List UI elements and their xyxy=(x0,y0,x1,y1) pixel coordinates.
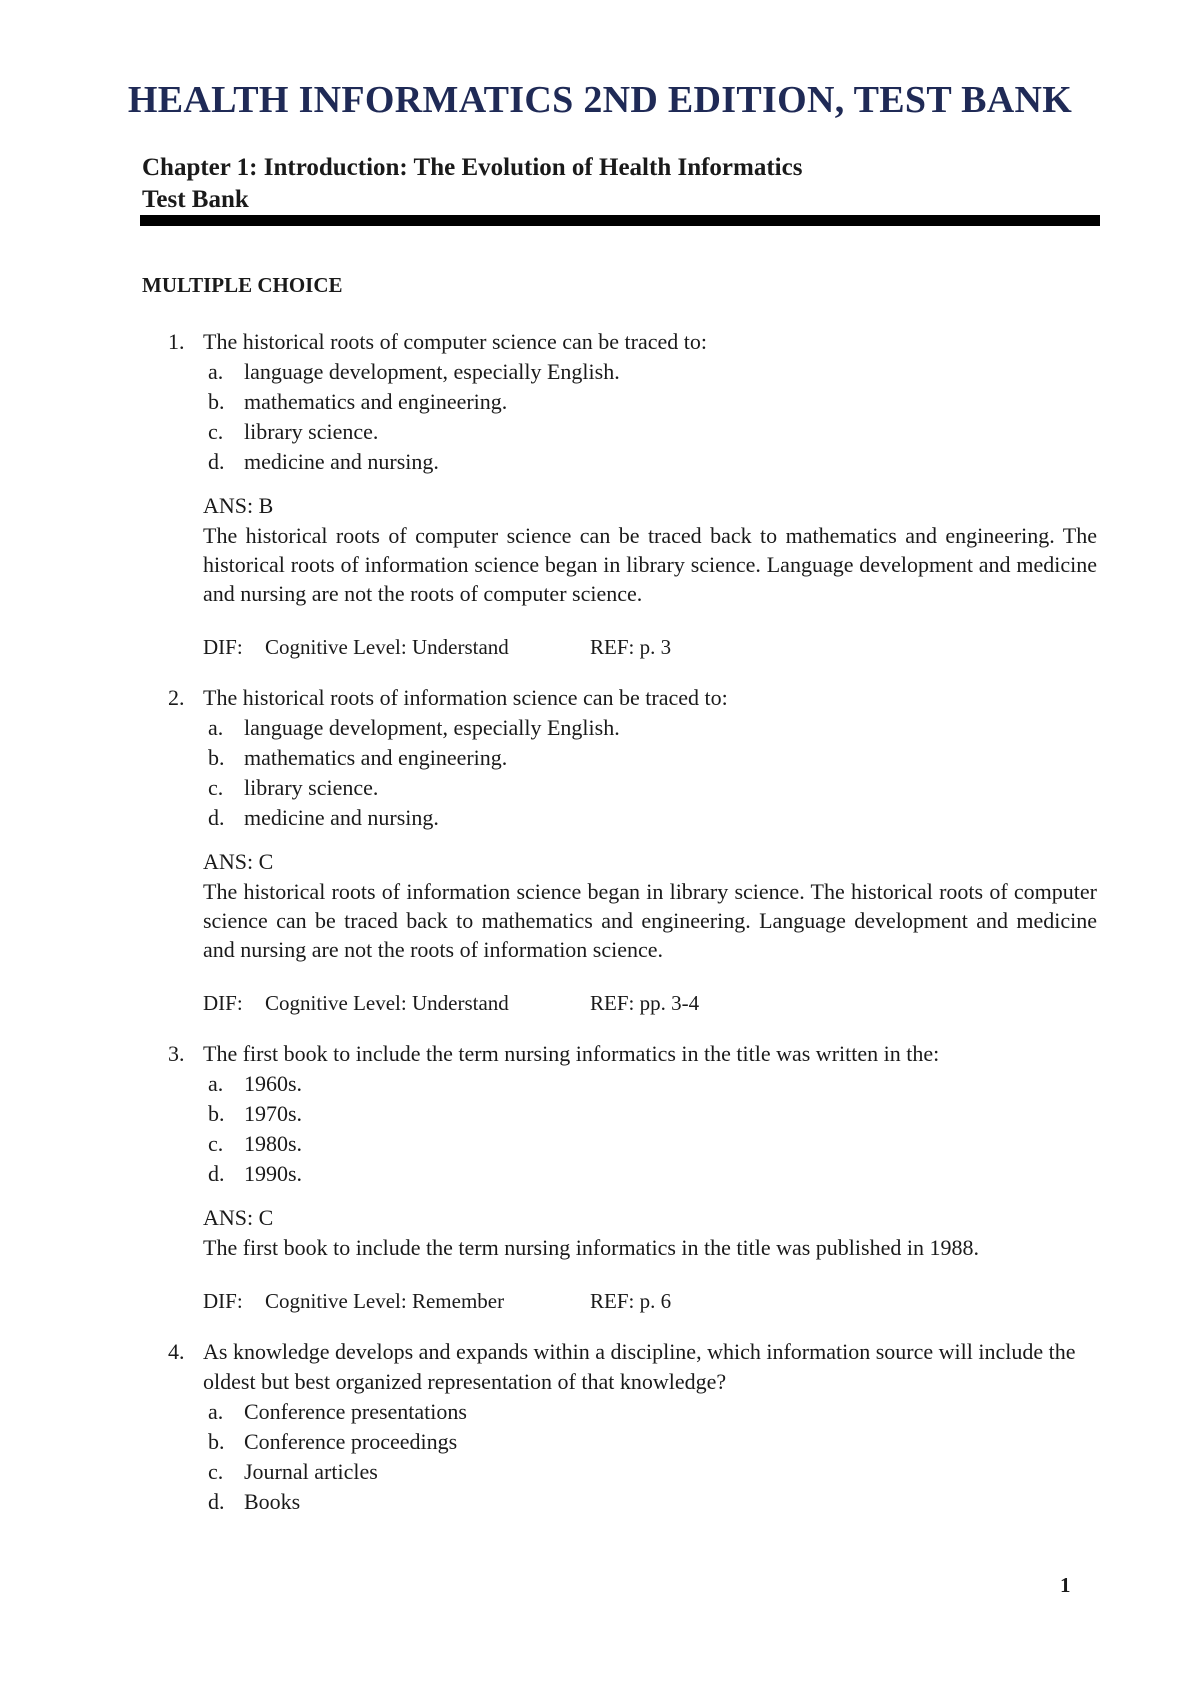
option-text: medicine and nursing. xyxy=(244,449,439,474)
option-text: language development, especially English. xyxy=(244,359,620,384)
answer-key: ANS: C xyxy=(203,849,274,874)
option-text: Books xyxy=(244,1489,301,1514)
option-c xyxy=(0,773,1200,803)
option-letter: d. xyxy=(208,1489,225,1514)
option-text: mathematics and engineering. xyxy=(244,389,508,414)
option-list xyxy=(0,357,1200,477)
option-b xyxy=(0,743,1200,773)
option-text: mathematics and engineering. xyxy=(244,745,508,770)
option-letter: c. xyxy=(208,419,224,444)
option-list xyxy=(0,1069,1200,1189)
reference: REF: p. 6 xyxy=(590,1289,672,1313)
document-title: HEALTH INFORMATICS 2ND EDITION, TEST BANK xyxy=(127,79,1073,121)
option-d xyxy=(0,1159,1200,1189)
option-letter: d. xyxy=(208,805,225,830)
answer-rationale: The first book to include the term nursing informatics in the title was published in 1988. xyxy=(203,1235,979,1260)
question-1 xyxy=(0,327,1200,662)
answer-key: ANS: C xyxy=(203,1205,274,1230)
option-b xyxy=(0,1427,1200,1457)
difficulty-label: DIF: xyxy=(203,1289,243,1313)
option-text: 1980s. xyxy=(244,1131,303,1156)
option-c xyxy=(0,1129,1200,1159)
option-d xyxy=(0,803,1200,833)
question-meta xyxy=(0,1286,1200,1316)
question-number: 4. xyxy=(168,1339,185,1364)
option-d xyxy=(0,1487,1200,1517)
option-list xyxy=(0,1397,1200,1517)
option-letter: a. xyxy=(208,1399,224,1424)
option-letter: a. xyxy=(208,715,224,740)
option-letter: d. xyxy=(208,449,225,474)
question-text: As knowledge develops and expands within a discipline, which information source will include the oldest but best organized representation of that knowledge? xyxy=(203,1339,1076,1394)
question-meta xyxy=(0,632,1200,662)
option-letter: b. xyxy=(208,745,225,770)
page-number: 1 xyxy=(1060,1573,1071,1597)
answer-rationale: The historical roots of computer science can be traced back to mathematics and engineering. The historical roots of information science began in library science. Language development and medicine and nursing are not the roots of computer science. xyxy=(203,523,1097,606)
option-a xyxy=(0,357,1200,387)
option-a xyxy=(0,1397,1200,1427)
question-number: 1. xyxy=(168,329,185,354)
question-3 xyxy=(0,1039,1200,1316)
option-text: library science. xyxy=(244,419,379,444)
question-text: The historical roots of computer science can be traced to: xyxy=(203,329,707,354)
question-text: The first book to include the term nursing informatics in the title was written in the: xyxy=(203,1041,940,1066)
option-b xyxy=(0,1099,1200,1129)
option-letter: a. xyxy=(208,359,224,384)
question-4 xyxy=(0,1337,1200,1517)
option-d xyxy=(0,447,1200,477)
option-text: language development, especially English. xyxy=(244,715,620,740)
question-2 xyxy=(0,683,1200,1018)
difficulty-label: DIF: xyxy=(203,635,243,659)
option-c xyxy=(0,417,1200,447)
answer-rationale: The historical roots of information science began in library science. The historical roots of computer science can be traced back to mathematics and engineering. Language development and medicine and nursing are not the roots of information science. xyxy=(203,879,1097,962)
option-text: library science. xyxy=(244,775,379,800)
difficulty-value: Cognitive Level: Understand xyxy=(265,991,509,1015)
reference: REF: p. 3 xyxy=(590,635,672,659)
option-letter: d. xyxy=(208,1161,225,1186)
answer-key: ANS: B xyxy=(203,493,274,518)
option-a xyxy=(0,1069,1200,1099)
question-number: 3. xyxy=(168,1041,185,1066)
option-text: medicine and nursing. xyxy=(244,805,439,830)
option-a xyxy=(0,713,1200,743)
question-number: 2. xyxy=(168,685,185,710)
section-heading: MULTIPLE CHOICE xyxy=(142,273,343,297)
option-b xyxy=(0,387,1200,417)
option-list xyxy=(0,713,1200,833)
option-text: Conference presentations xyxy=(244,1399,467,1424)
difficulty-value: Cognitive Level: Understand xyxy=(265,635,509,659)
question-stem xyxy=(0,1337,1200,1397)
difficulty-label: DIF: xyxy=(203,991,243,1015)
option-letter: c. xyxy=(208,1131,224,1156)
header-divider xyxy=(140,215,1100,226)
option-text: Conference proceedings xyxy=(244,1429,458,1454)
option-letter: b. xyxy=(208,1101,225,1126)
question-text: The historical roots of information science can be traced to: xyxy=(203,685,728,710)
difficulty-value: Cognitive Level: Remember xyxy=(265,1289,505,1313)
question-list xyxy=(0,327,1200,1517)
chapter-title: Chapter 1: Introduction: The Evolution of Health Informatics xyxy=(142,154,803,181)
reference: REF: pp. 3-4 xyxy=(590,991,700,1015)
question-stem xyxy=(0,683,1200,713)
option-text: 1960s. xyxy=(244,1071,303,1096)
option-letter: b. xyxy=(208,1429,225,1454)
question-meta xyxy=(0,988,1200,1018)
question-stem xyxy=(0,327,1200,357)
option-letter: a. xyxy=(208,1071,224,1096)
option-letter: c. xyxy=(208,1459,224,1484)
option-letter: c. xyxy=(208,775,224,800)
option-text: 1990s. xyxy=(244,1161,303,1186)
option-text: 1970s. xyxy=(244,1101,303,1126)
chapter-subtitle: Test Bank xyxy=(142,186,249,213)
option-text: Journal articles xyxy=(244,1459,378,1484)
option-letter: b. xyxy=(208,389,225,414)
chapter-heading xyxy=(142,152,802,216)
option-c xyxy=(0,1457,1200,1487)
question-stem xyxy=(0,1039,1200,1069)
